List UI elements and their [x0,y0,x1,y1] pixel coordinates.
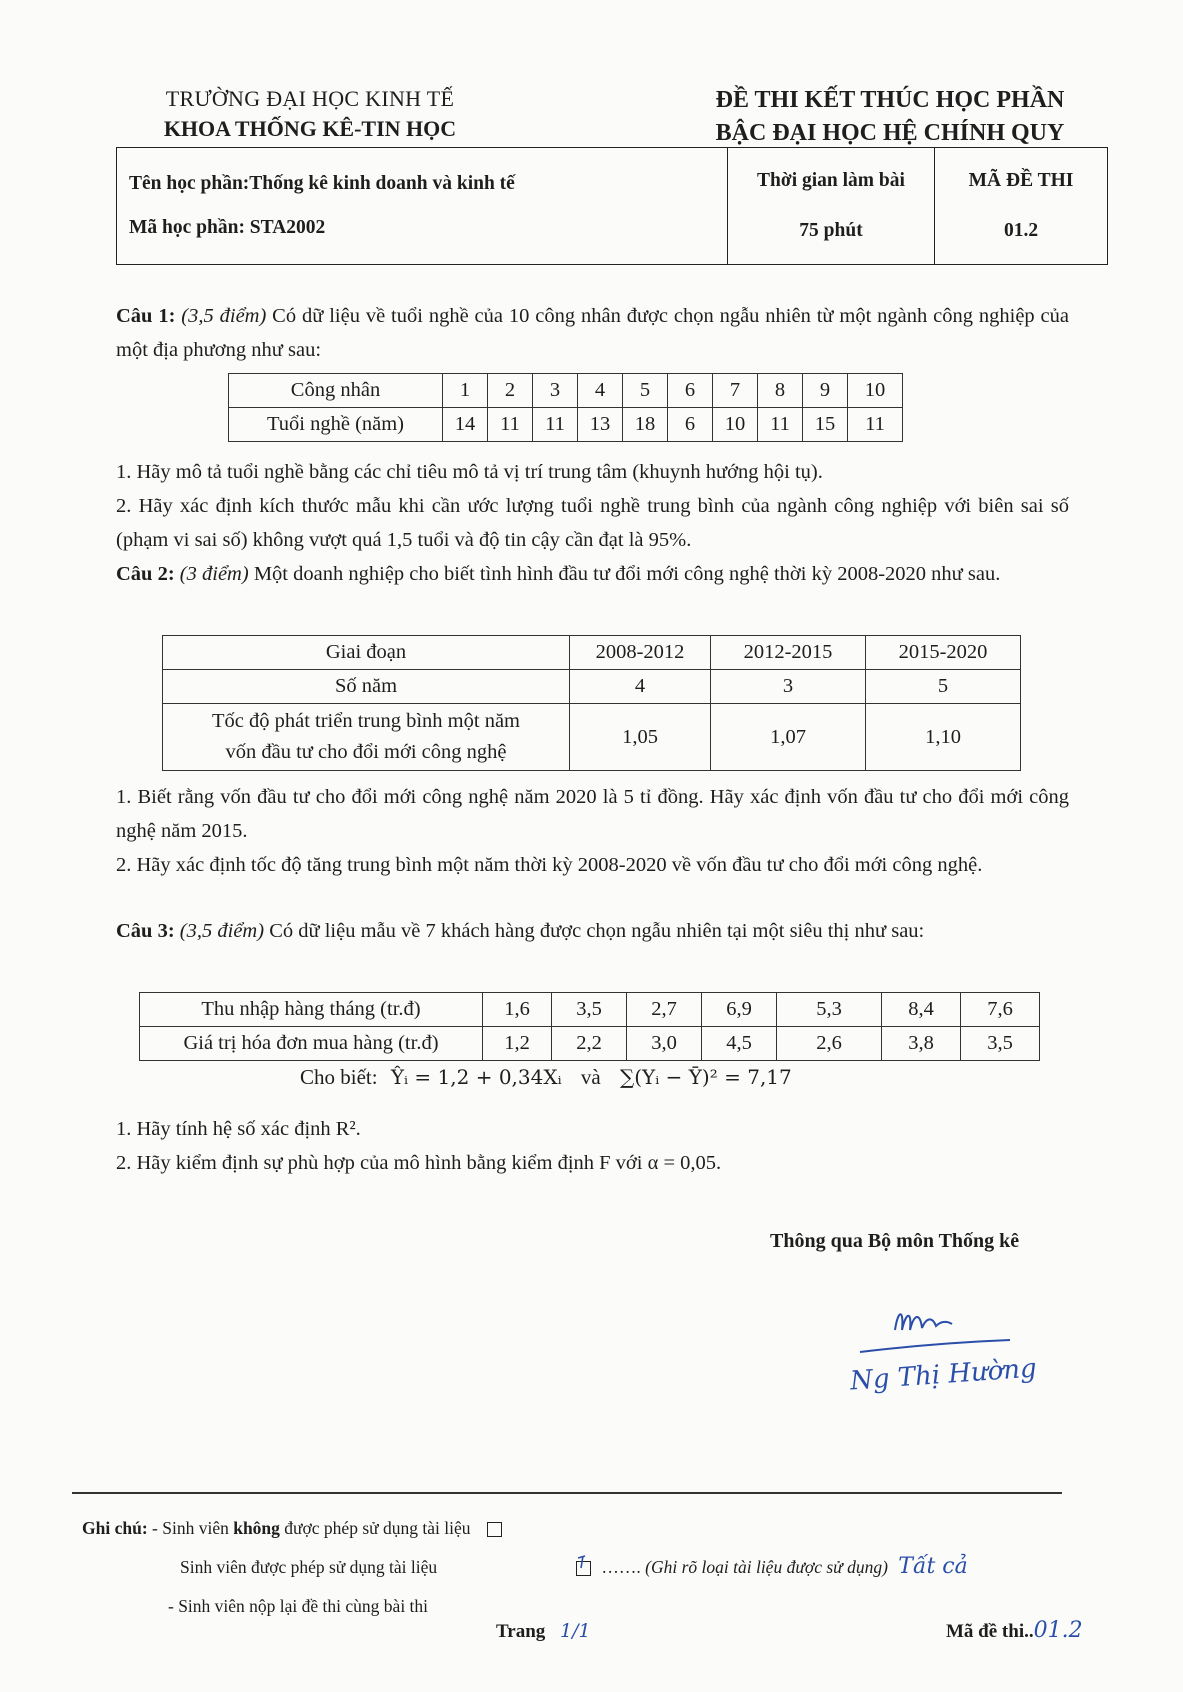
materials-allowed-checkbox[interactable] [576,1561,591,1576]
divider [72,1492,1062,1494]
row-header-income: Thu nhập hàng tháng (tr.đ) [140,993,483,1027]
question-1-item-1: 1. Hãy mô tả tuổi nghề bằng các chỉ tiêu mô tả vị trí trung tâm (khuynh hướng hội tụ). [116,461,823,483]
table-cell: 18 [623,408,668,442]
exam-code-value: 01.2 [1003,220,1039,241]
table-cell: 3 [711,670,866,704]
note-hint: (Ghi rõ loại tài liệu được sử dụng) [645,1557,888,1577]
note-emphasis: không [233,1518,280,1538]
question-3-item-1: 1. Hãy tính hệ số xác định R². [116,1118,361,1140]
regression-equation: Ŷᵢ = 1,2 + 0,34Xᵢ [390,1065,562,1089]
question-2-intro [116,557,1069,591]
note-line-2-right [576,1554,968,1579]
check-mark-icon [575,1554,593,1574]
table-cell: 1,10 [866,704,1021,771]
table-cell: 6 [668,374,713,408]
approval-text: Thông qua Bộ môn Thống kê [770,1230,1020,1252]
note-line-1 [82,1518,502,1539]
table-cell: 2,6 [777,1027,882,1061]
question-1-text: Có dữ liệu về tuổi nghề của 10 công nhân được chọn ngẫu nhiên từ một ngành công nghiệp của một địa phương như sau: [116,305,1069,361]
row-header-period: Giai đoạn [163,636,570,670]
given-label: Cho biết: [300,1065,378,1089]
exam-level: BẬC ĐẠI HỌC HỆ CHÍNH QUY [715,120,1065,146]
formula-and: và [580,1065,601,1089]
table-cell: 11 [758,408,803,442]
note-text: - Sinh viên [147,1518,234,1538]
row-header-bill: Giá trị hóa đơn mua hàng (tr.đ) [140,1027,483,1061]
question-1-item-2: 2. Hãy xác định kích thước mẫu khi cần ước lượng tuổi nghề trung bình của ngành công nghiệp với biên sai số (phạm vi sai số) không vượt quá 1,5 tuổi và độ tin cậy cần đạt là 95%. [116,495,1069,551]
table-cell: 11 [488,408,533,442]
time-value: 75 phút [799,220,863,241]
worker-seniority-table [228,373,903,442]
table-cell: 2008-2012 [570,636,711,670]
table-cell: 8,4 [882,993,961,1027]
faculty-name: KHOA THỐNG KÊ-TIN HỌC [163,116,457,141]
table-cell: 4,5 [702,1027,777,1061]
table-cell: 7,6 [961,993,1040,1027]
customer-table [139,992,1040,1061]
table-cell: 5 [866,670,1021,704]
exam-code-cell [935,148,1108,265]
table-cell: 1,07 [711,704,866,771]
course-info-cell [117,148,728,265]
question-1-items [116,455,1069,557]
table-row [140,1027,1040,1061]
table-cell: 3 [533,374,578,408]
table-cell: 6,9 [702,993,777,1027]
investment-table [162,635,1021,771]
time-cell [728,148,935,265]
table-row [163,704,1021,771]
table-cell: 1 [443,374,488,408]
table-cell: 6 [668,408,713,442]
school-name: TRƯỜNG ĐẠI HỌC KINH TẾ [165,86,455,111]
table-cell: 11 [533,408,578,442]
no-materials-checkbox[interactable] [487,1522,502,1537]
table-row [229,408,903,442]
table-cell: 2 [488,374,533,408]
table-row [163,670,1021,704]
footer-code-label: Mã đề thi.. [946,1621,1034,1642]
question-1-label: Câu 1: [116,305,176,327]
table-cell: 3,5 [961,1027,1040,1061]
question-3-label: Câu 3: [116,920,175,942]
row-header-workers: Công nhân [229,374,443,408]
table-cell: 10 [848,374,903,408]
question-2-item-1: 1. Biết rằng vốn đầu tư cho đổi mới công nghệ năm 2020 là 5 tỉ đồng. Hãy xác định vốn đầu tư cho đổi mới công nghệ năm 2015. [116,786,1069,842]
exam-header [670,84,1110,150]
note-dots: ……. [601,1557,641,1577]
table-cell: 2,2 [552,1027,627,1061]
question-3-item-2: 2. Hãy kiểm định sự phù hợp của mô hình bằng kiểm định F với α = 0,05. [116,1152,722,1174]
question-3-items [116,1112,1069,1180]
table-cell: 5 [623,374,668,408]
question-3-text: Có dữ liệu mẫu về 7 khách hàng được chọn ngẫu nhiên tại một siêu thị như sau: [264,920,925,942]
page-number [496,1620,591,1643]
row-header-years: Số năm [163,670,570,704]
page-value: 1/1 [560,1620,591,1642]
table-cell: 10 [713,408,758,442]
course-code: Mã học phần: STA2002 [129,217,326,238]
table-cell: 5,3 [777,993,882,1027]
question-2-item-2: 2. Hãy xác định tốc độ tăng trung bình một năm thời kỳ 2008-2020 về vốn đầu tư cho đổi mới công nghệ. [116,854,983,876]
row-header-rate-line-1: Tốc độ phát triển trung bình một năm [211,710,520,732]
note-text: Sinh viên được phép sử dụng tài liệu [180,1557,438,1577]
question-2-items [116,780,1069,882]
exam-title: ĐỀ THI KẾT THÚC HỌC PHẦN [715,87,1065,113]
exam-code-footer [946,1618,1083,1643]
question-1-intro [116,299,1069,367]
question-2-text: Một doanh nghiệp cho biết tình hình đầu tư đổi mới công nghệ thời kỳ 2008-2020 như sau. [248,563,1001,585]
signature [840,1290,1090,1440]
question-1-points: (3,5 điểm) [181,305,267,327]
course-name: Tên học phần:Thống kê kinh doanh và kinh tế [129,173,515,194]
table-cell: 15 [803,408,848,442]
school-header [120,86,500,142]
exam-code-label: MÃ ĐỀ THI [968,170,1074,191]
given-formula [300,1065,792,1090]
table-cell: 2012-2015 [711,636,866,670]
page-label: Trang [496,1621,546,1642]
table-cell: 14 [443,408,488,442]
table-cell: 1,2 [483,1027,552,1061]
table-cell: 1,05 [570,704,711,771]
table-cell: 3,5 [552,993,627,1027]
table-row [140,993,1040,1027]
table-cell: 1,6 [483,993,552,1027]
total-sum-of-squares: ∑(Yᵢ − Ȳ)² = 7,17 [619,1065,792,1089]
question-2-points: (3 điểm) [179,563,249,585]
question-3-points: (3,5 điểm) [179,920,265,942]
table-cell: 2,7 [627,993,702,1027]
table-cell: 3,8 [882,1027,961,1061]
note-line-2 [180,1557,437,1578]
table-row [229,374,903,408]
table-cell: 4 [570,670,711,704]
handwritten-materials: Tất cả [898,1554,968,1579]
note-line-3: - Sinh viên nộp lại đề thi cùng bài thi [168,1596,429,1616]
note-label: Ghi chú: [82,1518,148,1538]
question-3-intro [116,914,1069,948]
table-cell: 13 [578,408,623,442]
course-info-table [116,147,1108,265]
table-cell: 4 [578,374,623,408]
table-cell: 11 [848,408,903,442]
table-row [163,636,1021,670]
signer-name: Ng Thị Hường [849,1353,1038,1397]
table-cell: 2015-2020 [866,636,1021,670]
row-header-years: Tuổi nghề (năm) [229,408,443,442]
question-2-label: Câu 2: [116,563,175,585]
table-cell: 9 [803,374,848,408]
row-header-rate [163,704,570,771]
time-label: Thời gian làm bài [757,170,905,191]
footer-code-value: 01.2 [1033,1618,1083,1643]
note-text: được phép sử dụng tài liệu [279,1518,471,1538]
table-cell: 7 [713,374,758,408]
row-header-rate-line-2: vốn đầu tư cho đổi mới công nghệ [225,741,507,763]
table-cell: 8 [758,374,803,408]
table-cell: 3,0 [627,1027,702,1061]
